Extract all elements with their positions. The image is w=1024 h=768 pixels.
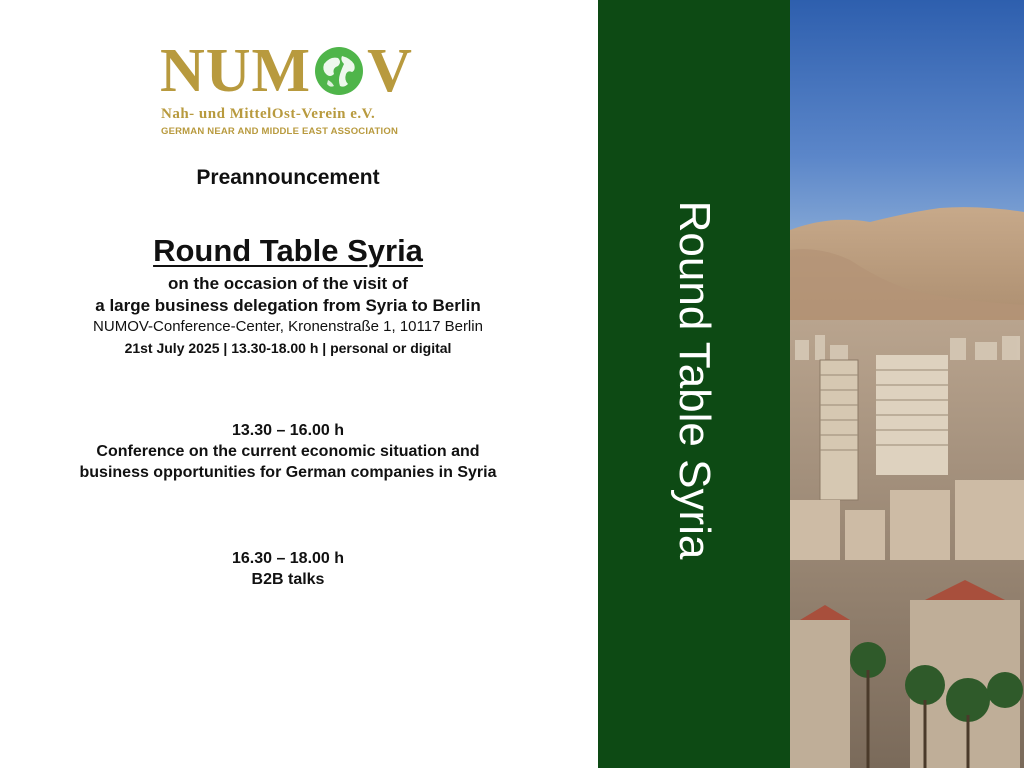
logo-subtitle-en: GERMAN NEAR AND MIDDLE EAST ASSOCIATION: [161, 126, 399, 137]
preannouncement-label: Preannouncement: [196, 166, 380, 189]
occasion-line-2: a large business delegation from Syria to Berlin: [95, 296, 481, 315]
event-title: Round Table Syria: [153, 233, 423, 268]
logo-word-right: V: [367, 37, 413, 105]
event-date: 21st July 2025 | 13.30-18.00 h | personal or digital: [124, 340, 452, 356]
agenda-time-2: 16.30 – 18.00 h: [231, 550, 345, 567]
globe-icon: [314, 46, 364, 96]
logo-word-left: NUM: [160, 37, 312, 105]
numov-logo: [160, 37, 420, 142]
agenda-desc-1a: Conference on the current economic situation and: [96, 443, 480, 460]
venue-address: NUMOV-Conference-Center, Kronenstraße 1, 10117 Berlin: [93, 318, 483, 335]
logo-subtitle-de-text: Nah- und MittelOst-Verein e.V.: [161, 106, 376, 122]
agenda-desc-1b: business opportunities for German companies in Syria: [79, 464, 497, 481]
vertical-event-title: Round Table Syria: [670, 200, 719, 560]
occasion-line-1: on the occasion of the visit of: [168, 274, 408, 293]
logo-wordmark: [160, 37, 413, 105]
city-photo: [790, 0, 1024, 768]
agenda-desc-2: B2B talks: [251, 571, 325, 588]
logo-subtitle-de: [161, 106, 375, 123]
agenda-time-1: 13.30 – 16.00 h: [231, 422, 345, 439]
